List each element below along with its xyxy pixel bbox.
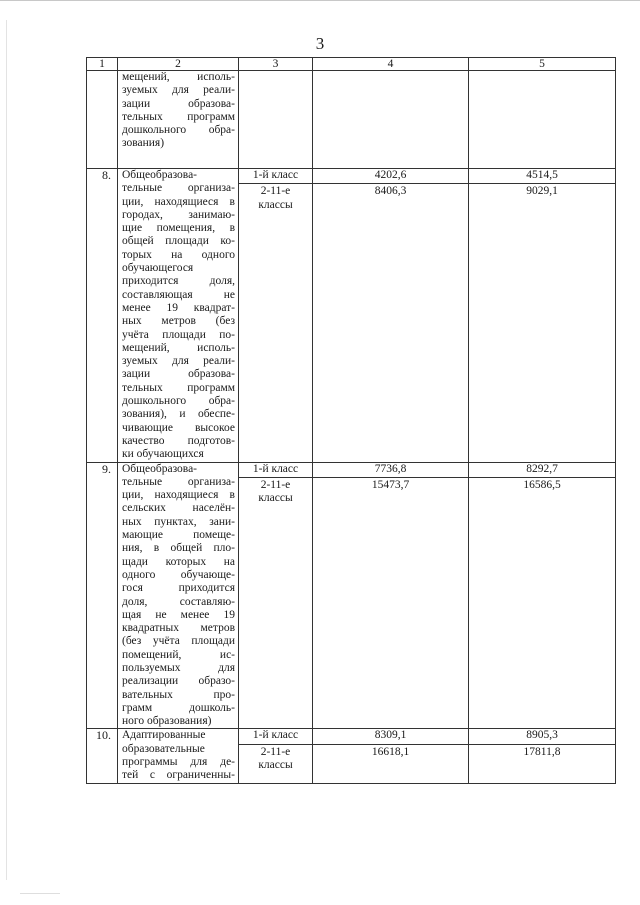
desc-line: мещений, исполь- [122, 71, 235, 83]
desc-line: составляющая не [122, 288, 235, 301]
value-cell-col5 [469, 729, 616, 783]
value-first-class: 8309,1 [374, 729, 407, 742]
value-cell-col5 [469, 462, 616, 729]
desc-line: учёта площади по- [122, 328, 235, 341]
value-first-class: 7736,8 [374, 462, 407, 475]
desc-line: дошкольного обра- [122, 395, 235, 408]
page-number: 3 [315, 34, 325, 53]
table-row [87, 462, 616, 729]
desc-line: (без учёта площади [122, 635, 235, 648]
scan-artifact-bottom [20, 893, 60, 894]
desc-line: зуемых для реали- [122, 355, 235, 368]
desc-line: зования) [122, 137, 165, 150]
value-cell-col4 [313, 462, 469, 729]
class-divider [239, 183, 312, 184]
value-divider [313, 744, 468, 745]
row-number: 9. [87, 462, 118, 729]
value-first-class: 4202,6 [374, 169, 407, 181]
value-divider [469, 744, 615, 745]
table-header-row [87, 58, 616, 71]
desc-line: щая не менее 19 [122, 608, 235, 621]
desc-line: мещений, исполь- [122, 341, 235, 354]
desc-line: Общеобразова- [122, 169, 198, 181]
desc-line: приходится доля, [122, 275, 235, 288]
desc-line: программы для де- [122, 756, 235, 769]
value-divider [469, 183, 615, 184]
value-divider [313, 477, 468, 478]
value-cell-col4 [313, 169, 469, 463]
desc-line: зации образова- [122, 368, 235, 381]
desc-line: щие помещения, в [122, 222, 235, 235]
desc-line: Общеобразова- [122, 462, 198, 475]
desc-line: ного образования) [122, 715, 212, 728]
class-cell [239, 71, 313, 169]
desc-line: тельные организа- [122, 182, 235, 195]
header-cell-4: 4 [313, 58, 469, 71]
class-cell [239, 462, 313, 729]
desc-line: Адаптированные [122, 729, 206, 742]
desc-line: образовательные [122, 742, 205, 755]
desc-line: тельные организа- [122, 475, 235, 488]
header-cell-2: 2 [118, 58, 239, 71]
row-description [118, 71, 239, 169]
row-description [118, 462, 239, 729]
desc-line: чивающие высокое [122, 421, 235, 434]
table-row [87, 169, 616, 463]
desc-line: обучающегося [122, 262, 194, 275]
desc-line: квадратных метров [122, 622, 235, 635]
table-row [87, 71, 616, 169]
header-cell-3: 3 [239, 58, 313, 71]
desc-line: тельных программ [122, 110, 235, 123]
class-label-first: 1-й класс [252, 169, 299, 181]
class-cell [239, 169, 313, 463]
desc-line: зования), и обеспе- [122, 408, 235, 421]
scan-artifact-left [6, 20, 7, 880]
row-number: 8. [87, 169, 118, 463]
class-label-first: 1-й класс [252, 462, 299, 475]
value-other-classes: 15473,7 [371, 478, 410, 491]
class-label-first: 1-й класс [252, 729, 299, 742]
value-divider [313, 183, 468, 184]
row-description [118, 729, 239, 783]
desc-line: пользуемых для [122, 661, 235, 674]
document-table [86, 57, 616, 784]
value-cell-col4 [313, 729, 469, 783]
desc-line: реализации образо- [122, 675, 235, 688]
value-cell-col5 [469, 71, 616, 169]
desc-line: зации образова- [122, 97, 235, 110]
value-cell-col4 [313, 71, 469, 169]
desc-line: общей площади ко- [122, 235, 235, 248]
row-number: 10. [87, 729, 118, 783]
desc-line: щади которых на [122, 555, 235, 568]
class-label-rest: 2-11-е классы [258, 185, 293, 211]
table-row [87, 729, 616, 783]
desc-line: тельных программ [122, 381, 235, 394]
value-first-class: 8905,3 [526, 729, 558, 742]
value-other-classes: 9029,1 [526, 185, 558, 198]
class-divider [239, 477, 312, 478]
desc-line: ных метров (без [122, 315, 235, 328]
desc-line: грамм дошколь- [122, 701, 235, 714]
desc-line: одного обучающе- [122, 568, 235, 581]
value-other-classes: 16586,5 [523, 478, 561, 491]
desc-line: ции, находящиеся в [122, 195, 235, 208]
desc-line: качество подготов- [122, 434, 235, 447]
desc-line: доля, составляю- [122, 595, 235, 608]
desc-line: дошкольного обра- [122, 124, 235, 137]
row-description [118, 169, 239, 463]
class-divider [239, 744, 312, 745]
value-cell-col5 [469, 169, 616, 463]
desc-line: менее 19 квадрат- [122, 301, 235, 314]
value-first-class: 8292,7 [526, 462, 558, 475]
desc-line: мающие помеще- [122, 529, 235, 542]
value-other-classes: 16618,1 [371, 745, 410, 758]
scan-artifact-top [0, 0, 640, 1]
desc-line: вательных про- [122, 688, 235, 701]
class-cell [239, 729, 313, 783]
value-first-class: 4514,5 [526, 169, 558, 181]
class-label-rest: 2-11-е классы [258, 745, 293, 772]
header-cell-5: 5 [469, 58, 616, 71]
row-number [87, 71, 118, 169]
desc-line: ки обучающихся [122, 448, 204, 461]
desc-line: зуемых для реали- [122, 84, 235, 97]
header-cell-1: 1 [87, 58, 118, 71]
value-other-classes: 8406,3 [374, 185, 407, 198]
desc-line: городах, занимаю- [122, 208, 235, 221]
value-divider [469, 477, 615, 478]
desc-line: сельских населён- [122, 502, 235, 515]
desc-line: ния, в общей пло- [122, 542, 235, 555]
value-other-classes: 17811,8 [523, 745, 561, 758]
desc-line: тей с ограниченны- [122, 769, 235, 782]
desc-line: гося приходится [122, 582, 235, 595]
desc-line: помещений, ис- [122, 648, 235, 661]
desc-line: ных пунктах, зани- [122, 515, 235, 528]
desc-line: торых на одного [122, 248, 235, 261]
class-label-rest: 2-11-е классы [258, 478, 293, 505]
desc-line: ции, находящиеся в [122, 489, 235, 502]
